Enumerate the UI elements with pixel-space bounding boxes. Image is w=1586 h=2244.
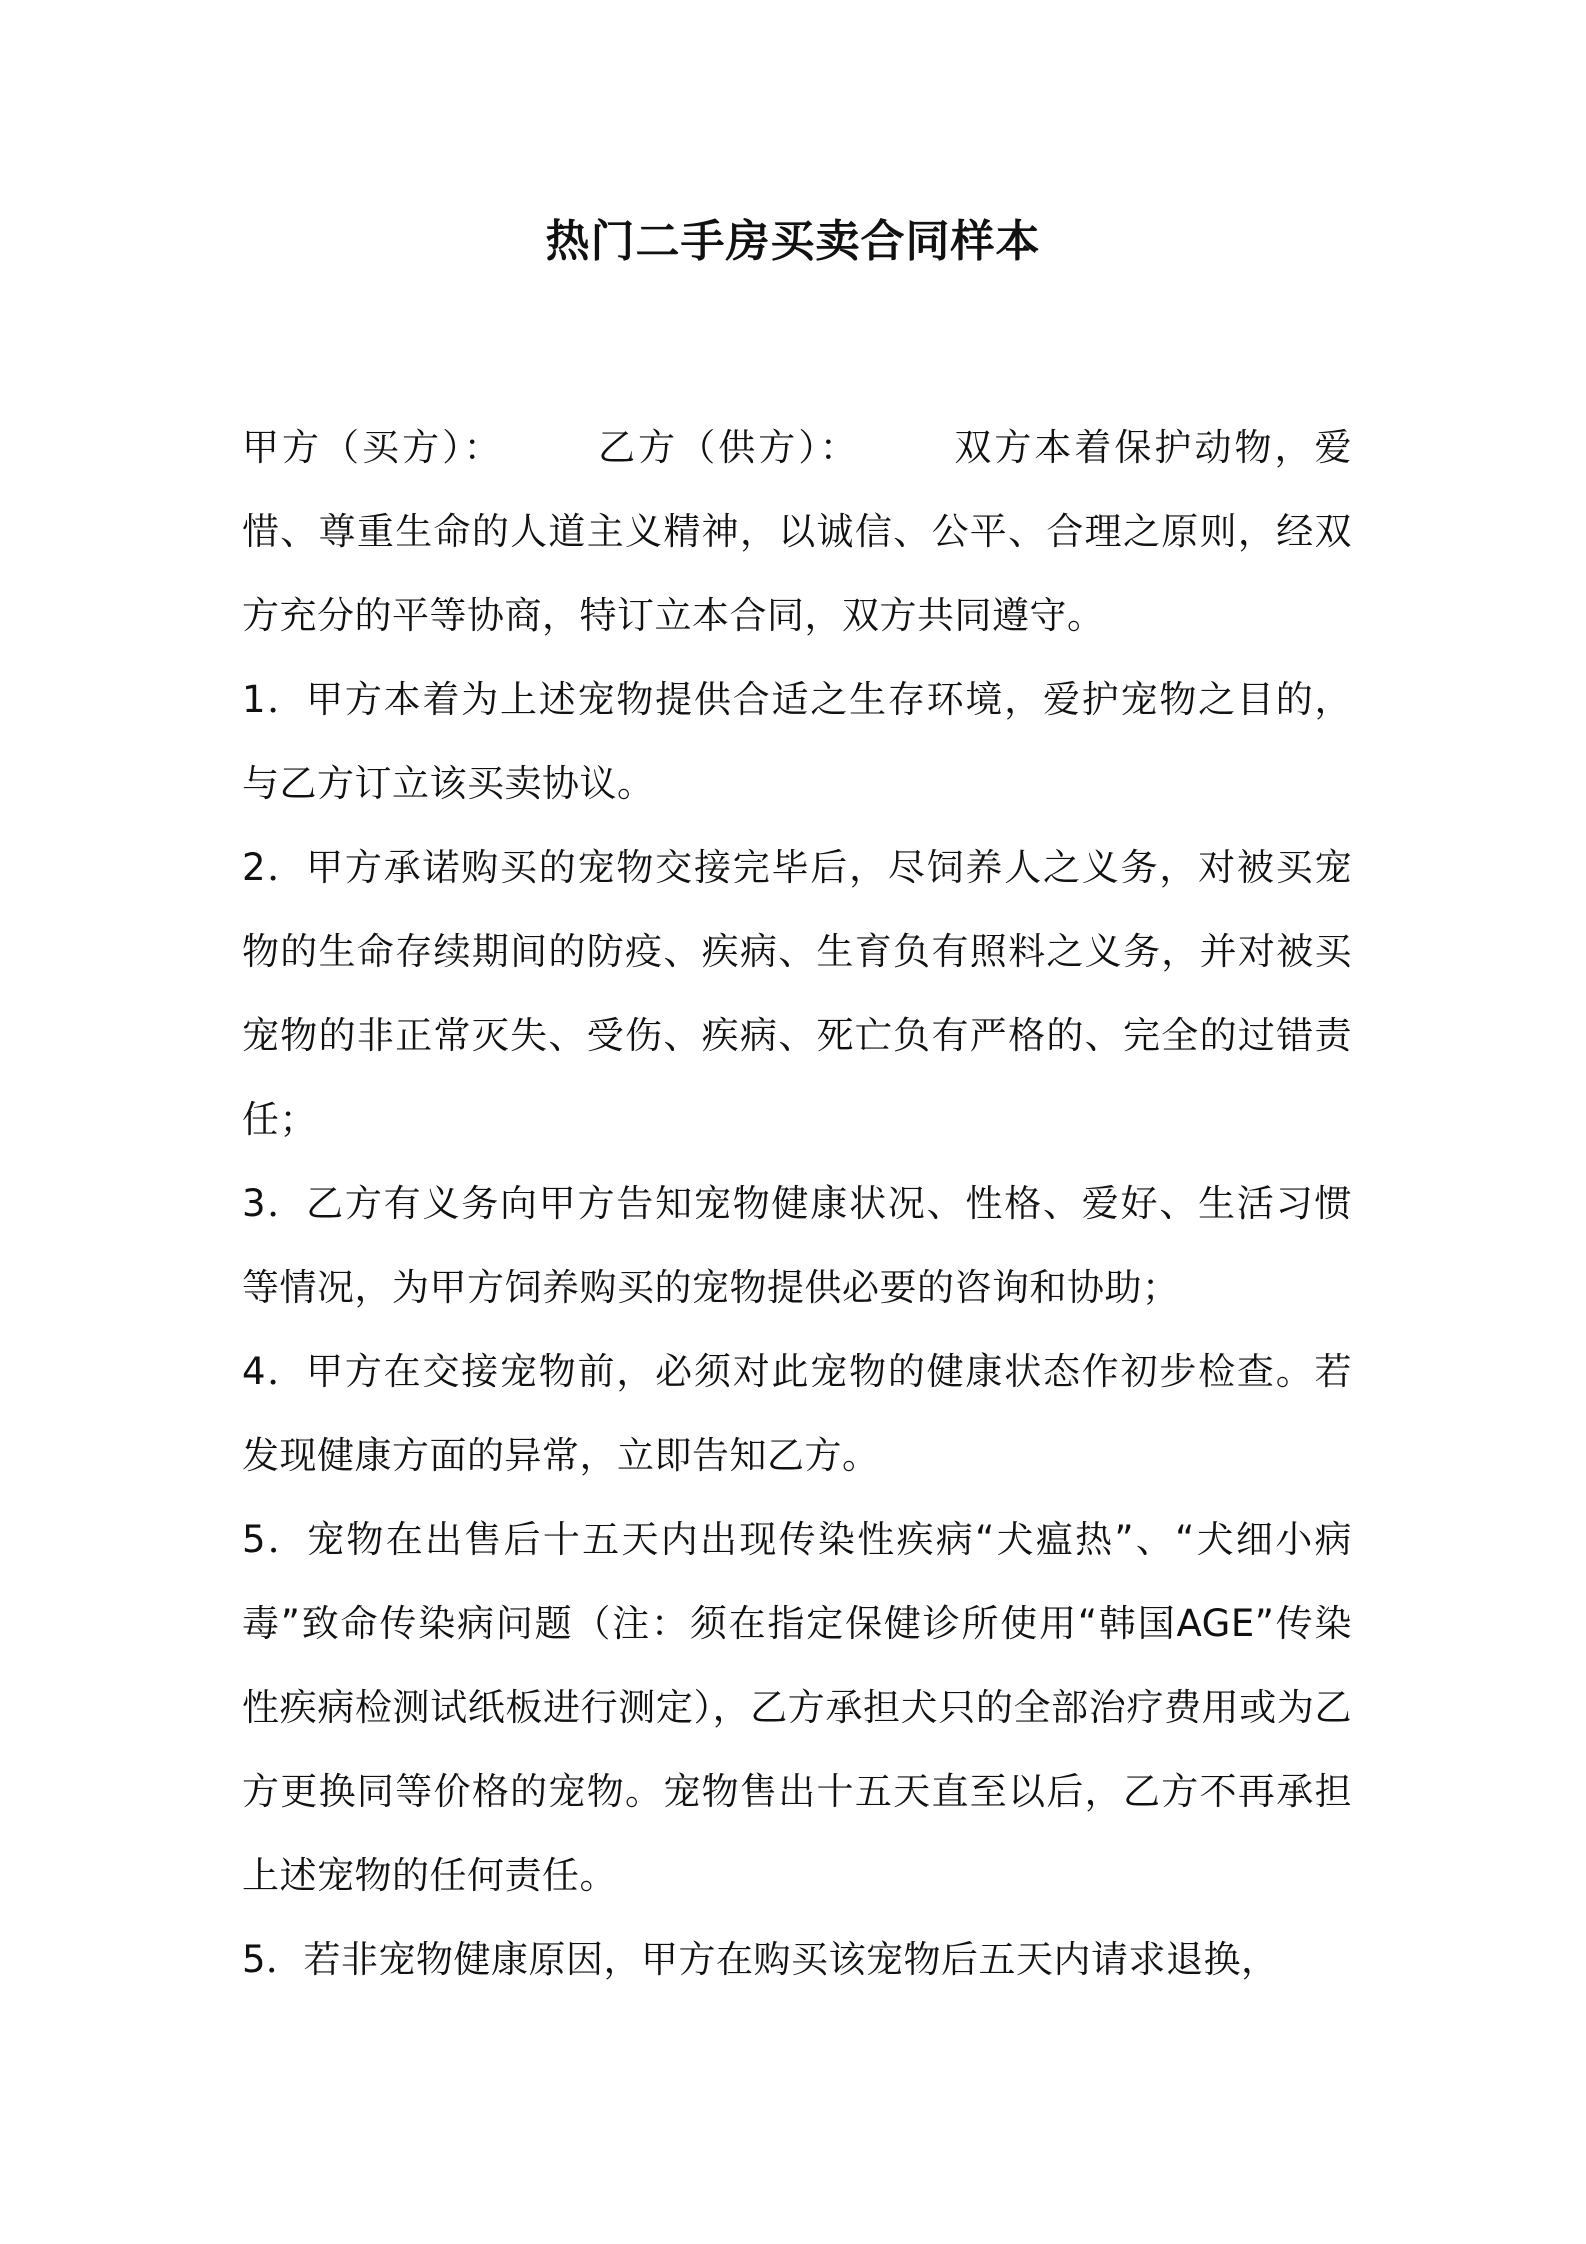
intro-text: 双方本着保护动物，爱惜、尊重生命的人道主义精神，以诚信、公平、合理之原则，经双方充分的平等协商，特订立本合同，双方共同遵守。	[242, 426, 1353, 637]
intro-paragraph	[242, 406, 1352, 658]
clause-5-continued: 5．若非宠物健康原因，甲方在购买该宠物后五天内请求退换，	[242, 1938, 1279, 1981]
clause-1: 1．甲方本着为上述宠物提供合适之生存环境，爱护宠物之目的，与乙方订立该买卖协议。	[242, 678, 1352, 805]
party-b-label: 乙方（供方）：	[595, 426, 860, 469]
clause-3: 3．乙方有义务向甲方告知宠物健康状况、性格、爱好、生活习惯等情况，为甲方饲养购买的宠物提供必要的咨询和协助；	[242, 1182, 1352, 1309]
clause-4: 4．甲方在交接宠物前，必须对此宠物的健康状态作初步检查。若发现健康方面的异常，立即告知乙方。	[242, 1350, 1352, 1477]
page-title: 热门二手房买卖合同样本	[545, 216, 1041, 267]
clause-5: 5．宠物在出售后十五天内出现传染性疾病“犬瘟热”、“犬细小病毒”致命传染病问题（注：须在指定保健诊所使用“韩国AGE”传染性疾病检测试纸板进行测定），乙方承担犬只的全部治疗费用或为乙方更换同等价格的宠物。宠物售出十五天直至以后，乙方不再承担上述宠物的任何责任。	[242, 1518, 1352, 1897]
party-a-label: 甲方（买方）：	[242, 426, 504, 469]
document-body	[242, 406, 1352, 2002]
clause-2: 2．甲方承诺购买的宠物交接完毕后，尽饲养人之义务，对被买宠物的生命存续期间的防疫、疾病、生育负有照料之义务，并对被买宠物的非正常灭失、受伤、疾病、死亡负有严格的、完全的过错责任；	[242, 846, 1352, 1141]
